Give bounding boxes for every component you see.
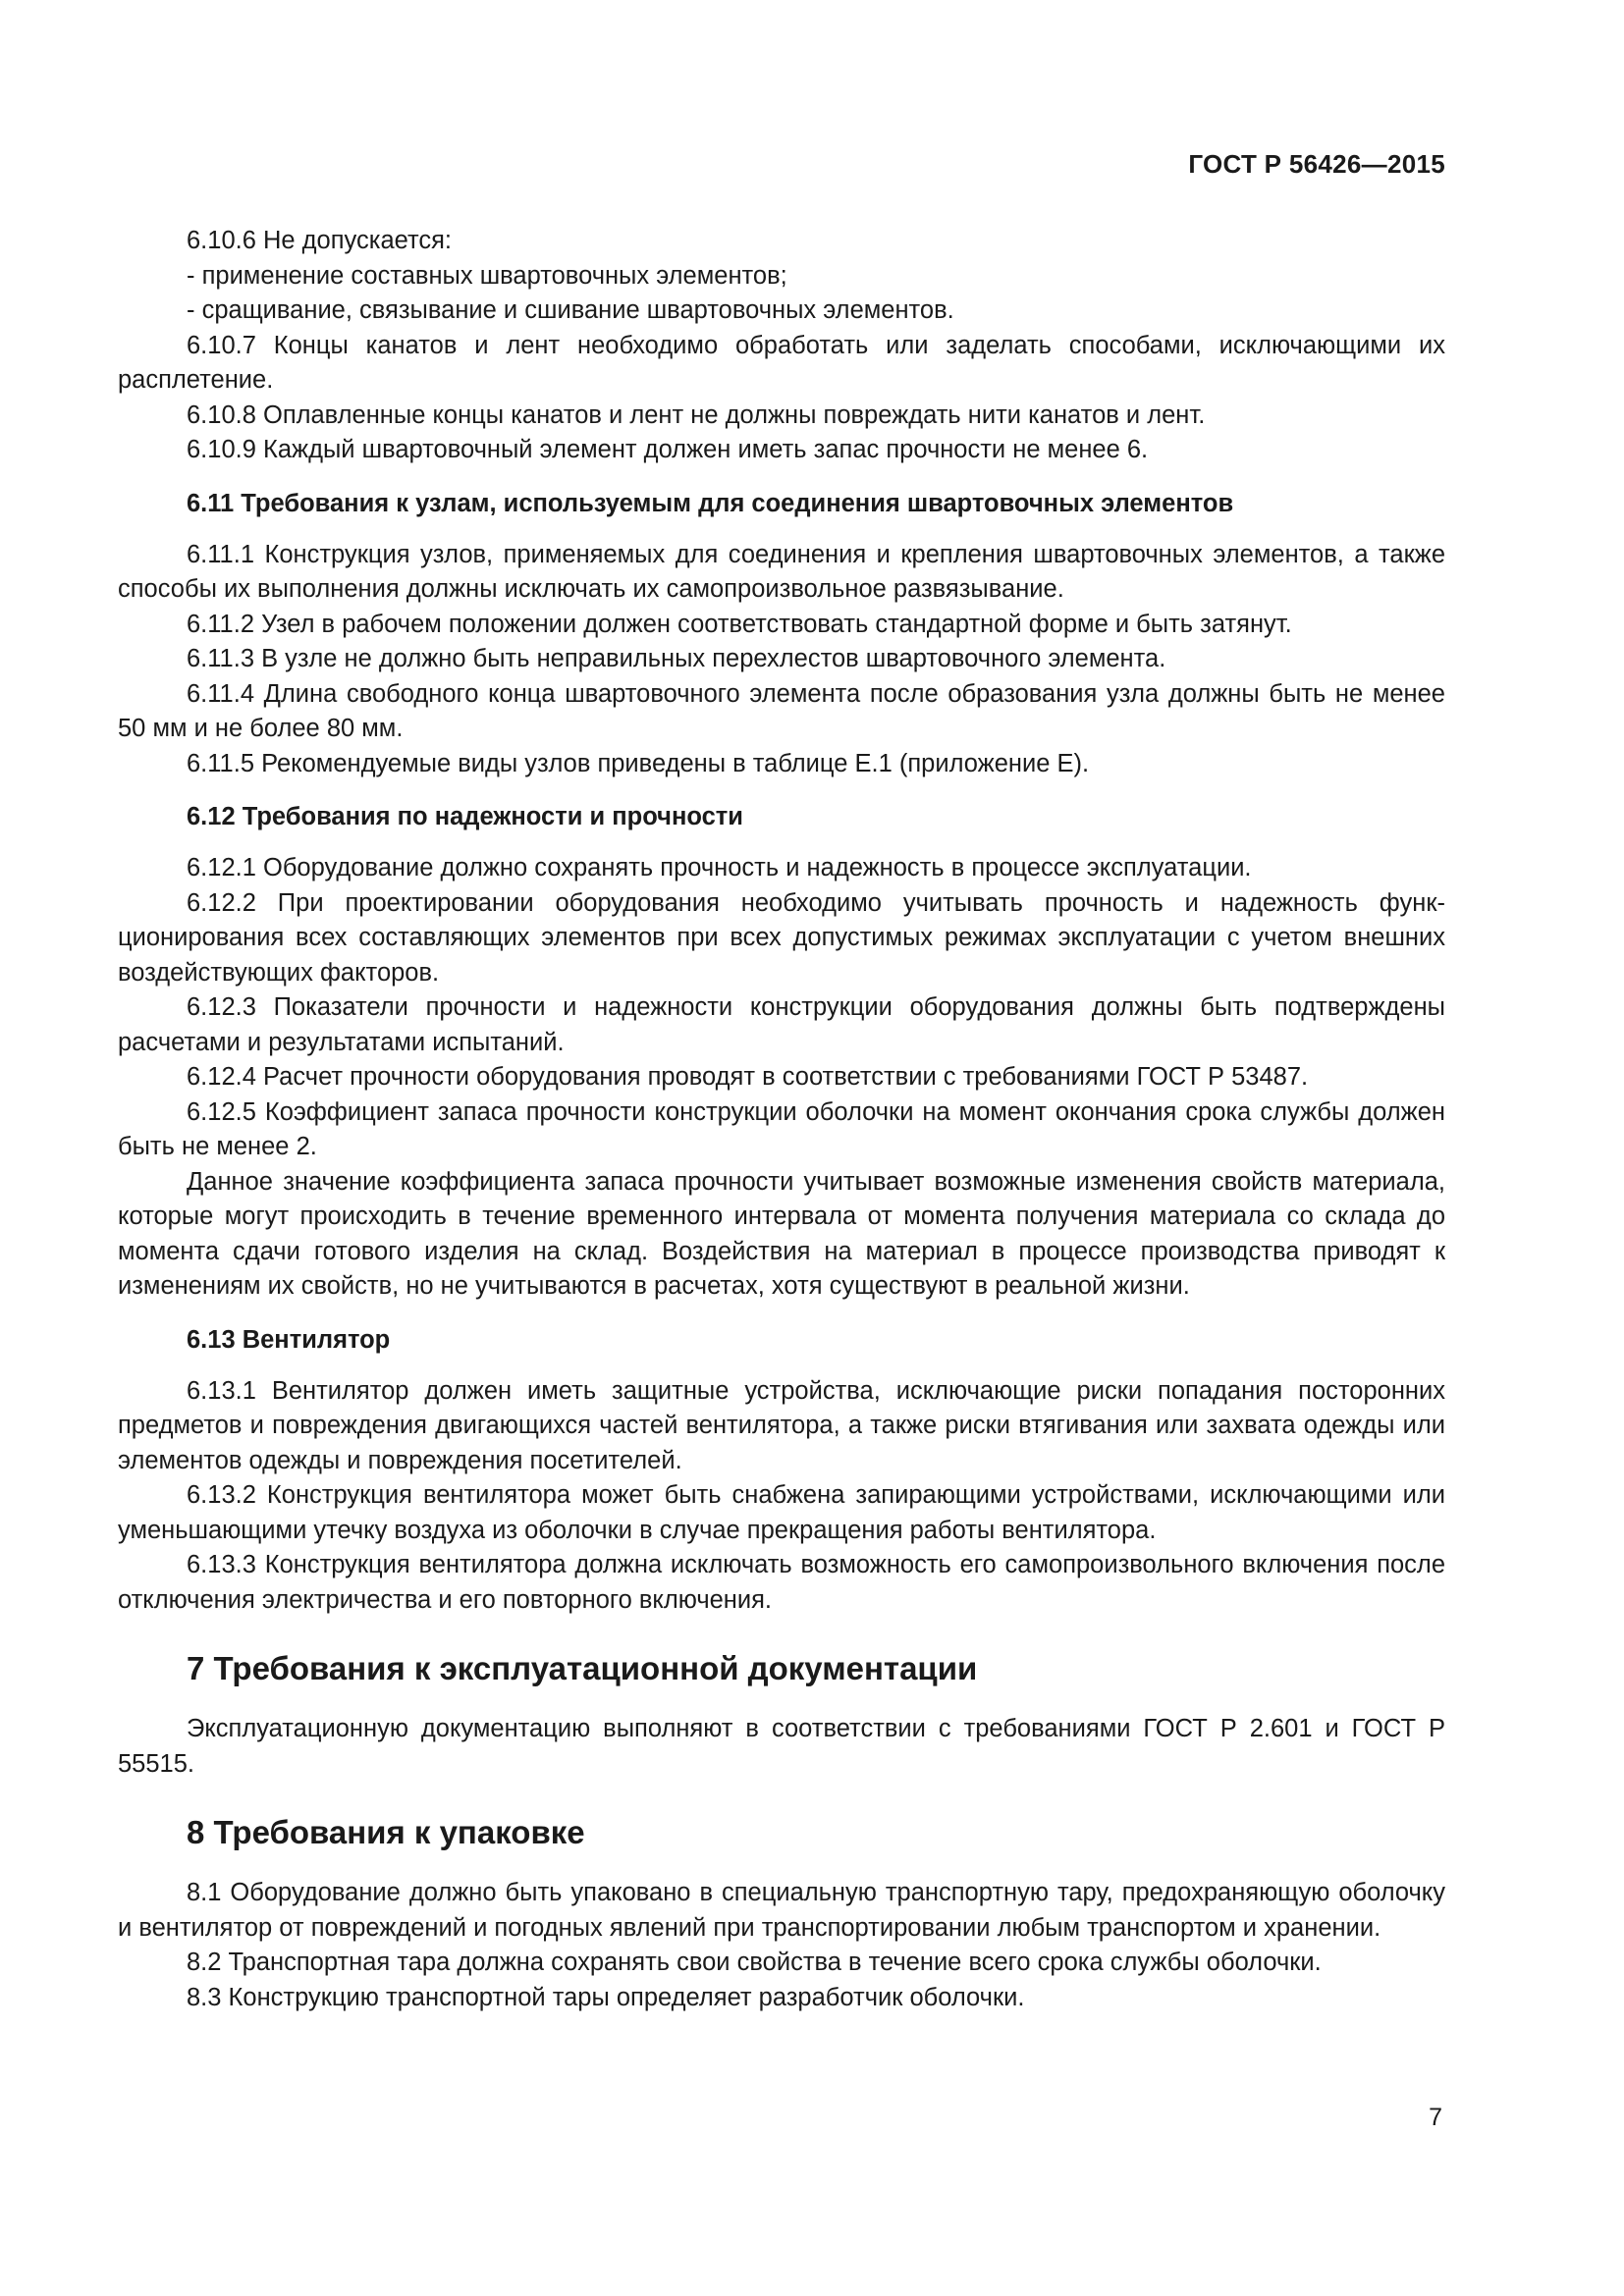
paragraph: Данное значение коэффициента запаса прочности учитывает возможные изменения свойств материала, которые могут происходить в течение временного интервала от момента получения материала со склада до момента сдачи готового изделия на склад. Воздействия на материал в процессе производства приводят к изменениям их свойств, но не учитываются в расчетах, хотя существуют в реальной жизни.: [118, 1167, 1445, 1300]
paragraph: 6.10.6 Не допускается:: [187, 227, 453, 254]
paragraph: 6.10.7 Концы канатов и лент необходимо обработать или заделать способами, исключающими их расплетение.: [118, 331, 1445, 394]
paragraph: 6.11.5 Рекомендуемые виды узлов приведены в таблице Е.1 (приложение Е).: [187, 749, 1090, 777]
paragraph: 6.10.9 Каждый швартовочный элемент должен иметь запас прочности не менее 6.: [187, 436, 1149, 463]
document-body: [118, 224, 1445, 2015]
subsection-heading: 6.11 Требования к узлам, используемым для соединения швартовочных элементов: [187, 489, 1234, 517]
paragraph: - сращивание, связывание и сшивание швартовочных элементов.: [187, 296, 954, 324]
paragraph: 6.13.2 Конструкция вентилятора может быть снабжена запирающими устройствами, исключающими или уменьшающими утечку воздуха из оболочки в случае прекращения работы вентилятора.: [118, 1481, 1445, 1544]
paragraph: 6.12.4 Расчет прочности оборудования проводят в соответствии с требованиями ГОСТ Р 53487.: [187, 1063, 1309, 1091]
paragraph: 8.3 Конструкцию транспортной тары определяет разработчик оболочки.: [187, 1983, 1025, 2011]
paragraph: 6.10.8 Оплавленные концы канатов и лент не должны повреждать нити канатов и лент.: [187, 400, 1206, 429]
paragraph: 8.1 Оборудование должно быть упаковано в специальную транспортную тару, предохраняющую оболочку и вентилятор от повреждений и погодных явлений при транспортировании любым транспортом и хранении.: [118, 1879, 1445, 1942]
subsection-heading: 6.12 Требования по надежности и прочности: [187, 803, 743, 830]
paragraph: 6.11.3 В узле не должно быть неправильных перехлестов швартовочного элемента.: [187, 645, 1166, 672]
subsection-heading: 6.13 Вентилятор: [187, 1325, 391, 1354]
paragraph: 6.12.2 При проектировании оборудования необходимо учитывать прочность и надежность функционирования всех составляющих элементов при всех допустимых режимах эксплуатации с учетом внешних воздействующих факторов.: [118, 888, 1445, 987]
paragraph: 6.11.4 Длина свободного конца швартовочного элемента после образования узла должны быть не менее 50 мм и не более 80 мм.: [118, 679, 1445, 742]
paragraph: 6.12.5 Коэффициент запаса прочности конструкции оболочки на момент окончания срока службы должен быть не менее 2.: [118, 1097, 1445, 1160]
paragraph: Эксплуатационную документацию выполняют в соответствии с требованиями ГОСТ Р 2.601 и ГОСТ Р 55515.: [118, 1715, 1445, 1778]
page-number: 7: [1429, 2104, 1442, 2131]
paragraph: 6.12.3 Показатели прочности и надежности конструкции оборудования должны быть подтверждены расчетами и результатами испытаний.: [118, 993, 1445, 1056]
paragraph: - применение составных швартовочных элементов;: [187, 261, 787, 290]
paragraph: 6.11.2 Узел в рабочем положении должен соответствовать стандартной форме и быть затянут.: [187, 610, 1292, 638]
paragraph: 6.12.1 Оборудование должно сохранять прочность и надежность в процессе эксплуатации.: [187, 854, 1252, 881]
section-heading: 8 Требования к упаковке: [187, 1814, 585, 1850]
document-header: ГОСТ Р 56426—2015: [1188, 149, 1445, 179]
paragraph: 6.11.1 Конструкция узлов, применяемых для соединения и крепления швартовочных элементов, а также способы их выполнения должны исключать их самопроизвольное развязывание.: [118, 540, 1445, 603]
paragraph: 6.13.3 Конструкция вентилятора должна исключать возможность его самопроизвольного включения после отключения электричества и его повторного включения.: [118, 1551, 1445, 1614]
paragraph: 6.13.1 Вентилятор должен иметь защитные устройства, исключающие риски попадания посторонних предметов и повреждения двигающихся частей вентилятора, а также риски втягивания или захвата одежды или элементов одежды и повреждения посетителей.: [118, 1376, 1445, 1474]
section-heading: 7 Требования к эксплуатационной документации: [187, 1650, 978, 1686]
paragraph: 8.2 Транспортная тара должна сохранять свои свойства в течение всего срока службы оболочки.: [187, 1949, 1322, 1976]
